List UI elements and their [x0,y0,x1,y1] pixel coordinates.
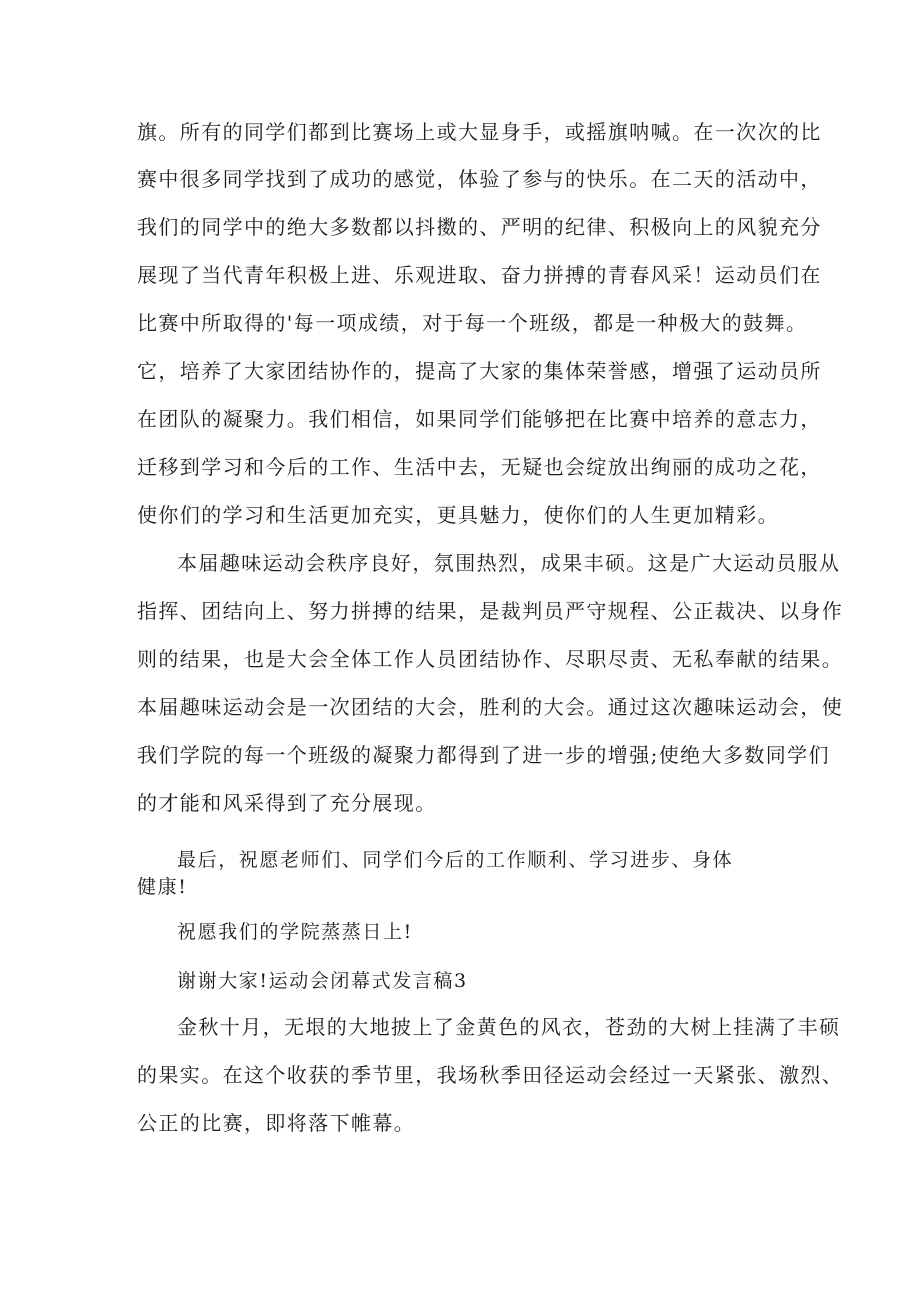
speech-heading: 谢谢大家!运动会闭幕式发言稿3 [177,970,468,992]
text-line: 在团队的凝聚力。我们相信，如果同学们能够把在比赛中培养的意志力， [137,407,822,431]
text-line: 旗。所有的同学们都到比赛场上或大显身手，或摇旗呐喊。在一次次的比 [137,120,822,144]
text-line: 赛中很多同学找到了成功的感觉，体验了参与的快乐。在二天的活动中， [137,167,822,191]
text-line: 本届趣味运动会秩序良好，氛围热烈，成果丰硕。这是广大运动员服从 [177,551,841,575]
text-line: 我们学院的每一个班级的凝聚力都得到了进一步的增强;使绝大多数同学们 [137,743,830,767]
text-line: 最后，祝愿老师们、同学们今后的工作顺利、学习进步、身体 [177,849,734,871]
text-line: 展现了当代青年积极上进、乐观进取、奋力拼搏的青春风采！运动员们在 [137,263,822,287]
text-line: 的才能和风采得到了充分展现。 [137,791,437,815]
text-line: 公正的比赛，即将落下帷幕。 [137,1111,416,1135]
text-line: 健康! [137,876,188,898]
text-line: 的果实。在这个收获的季节里，我场秋季田径运动会经过一天紧张、激烈、 [137,1063,844,1087]
text-line: 金秋十月，无垠的大地披上了金黄色的风衣，苍劲的大树上挂满了丰硕 [177,1015,841,1039]
text-line: 比赛中所取得的'每一项成绩，对于每一个班级，都是一种极大的鼓舞。 [137,311,808,335]
closing-wish: 祝愿我们的学院蒸蒸日上! [177,921,413,943]
text-line: 使你们的学习和生活更加充实，更具魅力，使你们的人生更加精彩。 [137,503,779,527]
text-line: 指挥、团结向上、努力拼搏的结果，是裁判员严守规程、公正裁决、以身作 [137,599,844,623]
text-line: 则的结果，也是大会全体工作人员团结协作、尽职尽责、无私奉献的结果。 [137,647,844,671]
text-line: 迁移到学习和今后的工作、生活中去，无疑也会绽放出绚丽的成功之花， [137,455,822,479]
text-line: 我们的同学中的绝大多数都以抖擞的、严明的纪律、积极向上的风貌充分 [137,215,822,239]
text-line: 本届趣味运动会是一次团结的大会，胜利的大会。通过这次趣味运动会，使 [137,695,844,719]
text-line: 它，培养了大家团结协作的，提高了大家的集体荣誉感，增强了运动员所 [137,359,822,383]
